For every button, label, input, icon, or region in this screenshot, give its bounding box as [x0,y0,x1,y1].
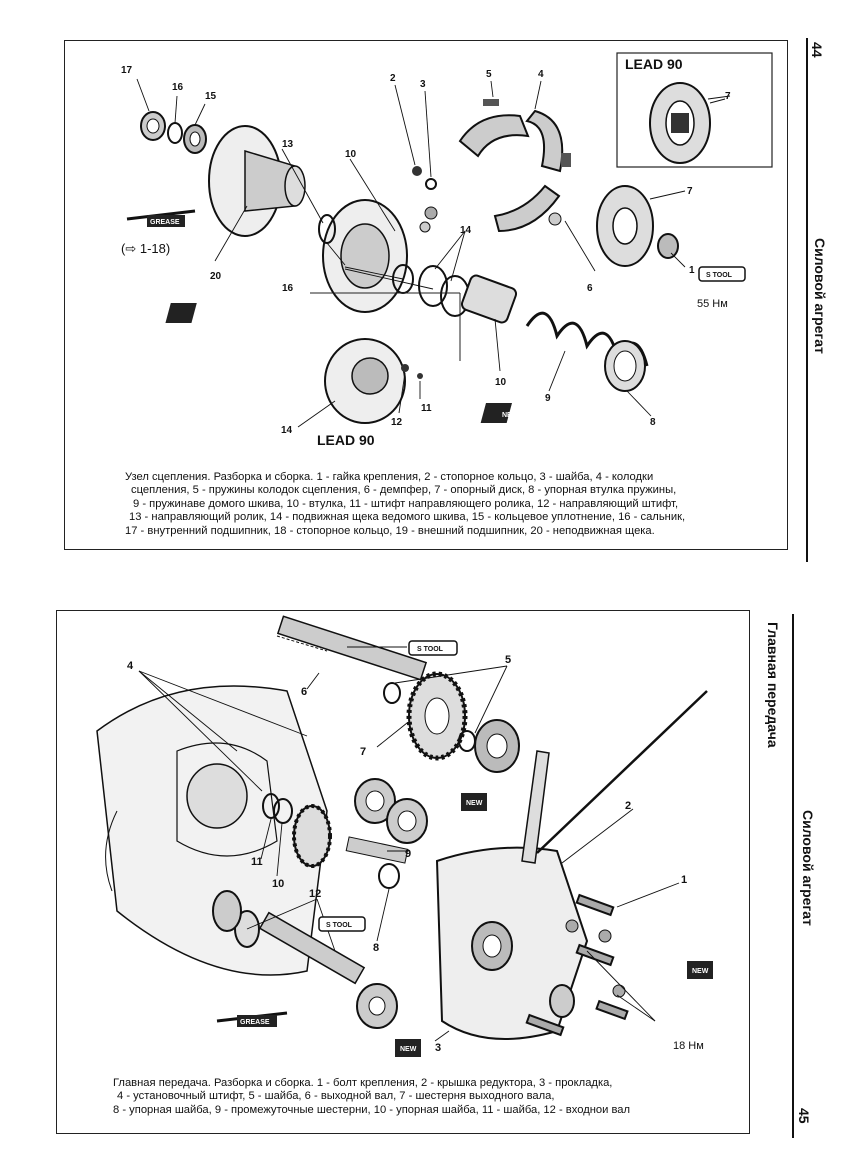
top-figure-frame [64,40,788,550]
torque-55: 55 Нм [697,298,728,310]
callout-9: 9 [405,848,412,860]
grease-tag [217,1013,287,1027]
callout-17: 15 [205,91,217,102]
callout-11: 11 [251,856,263,868]
callout-7: 7 [360,746,367,758]
caption-line: 17 - внутренний подшипник, 18 - стопорное кольцо, 19 - внешний подшипник, 20 - неподвижная щека. [125,524,655,537]
caption-line: 9 - пружинаве домого шкива, 10 - втулка, 11 - штифт направляющего ролика, 12 - направляющий штифт, [133,497,679,510]
callout-4: 4 [127,660,134,672]
callout-11: 10 [345,149,357,160]
callout-8: 8 [373,942,380,954]
callout-3: 3 [420,79,426,90]
svg-text:NEW: NEW [249,312,266,319]
reference-1-18: (⇨ 1-18) [121,241,171,256]
final-drive-diagram [57,611,749,1133]
callout-8: 8 [650,417,656,428]
side-title-power-unit: Силовой агрегат [800,810,816,926]
new-icon [395,1039,421,1057]
callout-18: 16 [172,82,184,93]
callout-10: 10 [272,878,285,890]
callout-15: 14 [460,225,472,236]
top-figure-caption [125,471,685,538]
callout-14: 13 [282,139,294,150]
svg-text:NEW: NEW [692,968,709,975]
new-icon [687,961,713,979]
callout-3: 3 [435,1042,442,1054]
bottom-figure-caption [113,1077,630,1117]
torque-18: 18 Нм [673,1040,704,1052]
s-tool-tag: S TOOL [706,272,732,279]
caption-line: сцепления, 5 - пружины колодок сцепления, 6 - демпфер, 7 - опорный диск, 8 - упорная втулка пружины, [131,484,677,497]
bottom-figure-frame [56,610,750,1134]
lead-90-lower-title: LEAD 90 [317,432,375,448]
callout-5: 5 [486,69,492,80]
new-icon [165,303,265,323]
callout-5: 5 [505,654,512,666]
svg-text:GREASE: GREASE [240,1019,270,1026]
callout-19: 17 [121,65,133,76]
callout-13: 12 [391,417,403,428]
callout-6: 6 [587,283,593,294]
svg-text:GREASE: GREASE [150,219,180,226]
svg-text:NEW: NEW [400,1046,417,1053]
caption-line: 4 - установочный штифт, 5 - шайба, 6 - выходной вал, 7 - шестерня выходного вала, [117,1090,555,1103]
callout-14-lower: 14 [281,425,293,436]
page-number-44: 44 [809,42,825,58]
new-icon [461,793,487,811]
caption-line: 8 - упорная шайба, 9 - промежуточные шестерни, 10 - упорная шайба, 11 - шайба, 12 - входнои вал [113,1103,631,1116]
callout-12: 11 [421,403,432,414]
callout-7-inset: 7 [725,91,731,102]
svg-text:NEW: NEW [466,800,483,807]
callout-9: 9 [545,393,551,404]
callout-7: 7 [687,186,693,197]
callout-20: 20 [210,271,222,282]
callout-4: 4 [538,69,544,80]
caption-line: 13 - направляющий ролик, 14 - подвижная щека ведомого шкива, 15 - кольцевое уплотнение, 16 - сальник, [129,511,686,524]
caption-line: Главная передача. Разборка и сборка. 1 - болт крепления, 2 - крышка редуктора, 3 - прокладка, [113,1077,613,1089]
caption-line: Узел сцепления. Разборка и сборка. 1 - гайка крепления, 2 - стопорное кольцо, 3 - шайба, 4 - колодки [125,471,654,483]
callout-12: 12 [309,888,322,900]
s-tool-tag-2: S TOOL [326,922,352,929]
bottom-side-rule [792,614,794,1138]
lead-90-inset-title: LEAD 90 [625,56,683,72]
callout-2: 2 [625,800,632,812]
callout-10: 10 [495,377,507,388]
svg-text:NEW: NEW [502,412,519,419]
top-side-rule [806,38,808,562]
callout-6: 6 [301,686,308,698]
callout-2: 2 [390,73,396,84]
callout-1: 1 [681,874,688,886]
callout-16: 16 [282,283,294,294]
side-title-top: Силовой агрегат [812,238,828,354]
new-icon [481,403,519,423]
page-number-45: 45 [796,1108,812,1124]
grease-tag [127,211,195,227]
side-title-main-drive: Главная передача [765,622,781,748]
callout-1: 1 [689,265,695,276]
s-tool-tag-1: S TOOL [417,646,443,653]
